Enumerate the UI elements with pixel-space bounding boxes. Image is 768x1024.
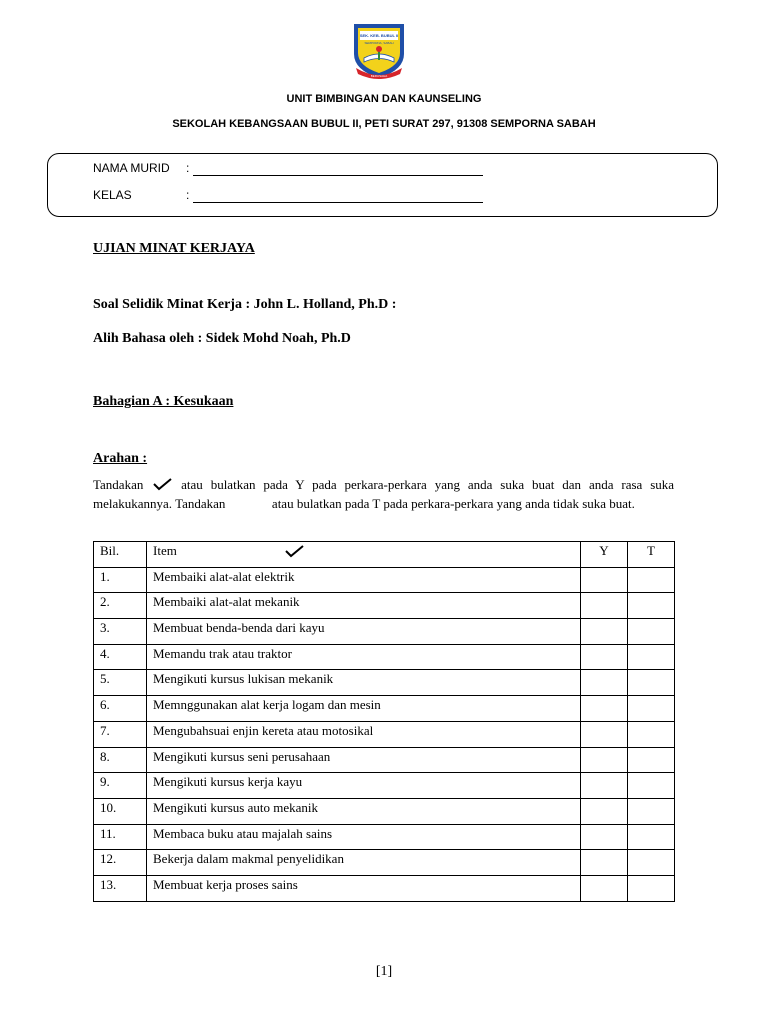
- svg-text:BERUSAHA: BERUSAHA: [370, 74, 388, 78]
- answer-t-cell[interactable]: [628, 850, 675, 876]
- answer-t-cell[interactable]: [628, 593, 675, 619]
- table-row: [94, 773, 675, 799]
- school-crest-logo: [350, 20, 408, 82]
- interest-items-table: [93, 541, 675, 902]
- table-row: [94, 567, 675, 593]
- checkmark-icon: [283, 544, 305, 558]
- row-number: 3.: [94, 619, 147, 645]
- instructions-heading: Arahan :: [93, 451, 148, 466]
- instructions-part-1: Tandakan: [93, 477, 144, 492]
- table-row: [94, 670, 675, 696]
- answer-y-cell[interactable]: [581, 747, 628, 773]
- answer-t-cell[interactable]: [628, 773, 675, 799]
- row-number: 6.: [94, 696, 147, 722]
- table-row: [94, 619, 675, 645]
- checkmark-icon: [151, 477, 173, 491]
- answer-y-cell[interactable]: [581, 773, 628, 799]
- school-address: SEKOLAH KEBANGSAAN BUBUL II, PETI SURAT 297, 91308 SEMPORNA SABAH: [172, 118, 596, 130]
- name-label: NAMA MURID: [93, 161, 170, 175]
- answer-t-cell[interactable]: [628, 747, 675, 773]
- page-title: UJIAN MINAT KERJAYA: [93, 241, 255, 256]
- svg-text:SEK. KEB. BUBUL II: SEK. KEB. BUBUL II: [359, 33, 399, 38]
- row-number: 2.: [94, 593, 147, 619]
- answer-t-cell[interactable]: [628, 670, 675, 696]
- name-field[interactable]: [193, 175, 483, 176]
- header-t: T: [628, 542, 675, 568]
- row-number: 8.: [94, 747, 147, 773]
- answer-y-cell[interactable]: [581, 696, 628, 722]
- answer-y-cell[interactable]: [581, 567, 628, 593]
- table-row: [94, 696, 675, 722]
- row-number: 9.: [94, 773, 147, 799]
- svg-text:SEMPORNA, SABAH: SEMPORNA, SABAH: [364, 41, 394, 45]
- table-row: [94, 875, 675, 901]
- answer-t-cell[interactable]: [628, 644, 675, 670]
- table-row: [94, 824, 675, 850]
- row-number: 7.: [94, 721, 147, 747]
- row-item: Membuat kerja proses sains: [147, 875, 581, 901]
- table-row: [94, 644, 675, 670]
- answer-t-cell[interactable]: [628, 721, 675, 747]
- name-colon: :: [186, 161, 190, 175]
- instructions-part-3: atau bulatkan pada T pada perkara-perkara yang anda tidak suka buat.: [271, 496, 635, 511]
- student-info-box: [47, 153, 718, 217]
- answer-t-cell[interactable]: [628, 798, 675, 824]
- table-row: [94, 747, 675, 773]
- answer-t-cell[interactable]: [628, 696, 675, 722]
- header-item-label: Item: [153, 543, 177, 558]
- class-colon: :: [186, 188, 190, 202]
- row-item: Mengikuti kursus kerja kayu: [147, 773, 581, 799]
- row-item: Membaiki alat-alat elektrik: [147, 567, 581, 593]
- row-number: 13.: [94, 875, 147, 901]
- table-header-row: [94, 542, 675, 568]
- row-item: Mengikuti kursus seni perusahaan: [147, 747, 581, 773]
- row-item: Membaiki alat-alat mekanik: [147, 593, 581, 619]
- row-item: Mengikuti kursus lukisan mekanik: [147, 670, 581, 696]
- row-item: Bekerja dalam makmal penyelidikan: [147, 850, 581, 876]
- unit-heading: UNIT BIMBINGAN DAN KAUNSELING: [286, 93, 482, 105]
- row-item: Memandu trak atau traktor: [147, 644, 581, 670]
- answer-t-cell[interactable]: [628, 567, 675, 593]
- page-number: [1]: [375, 964, 393, 979]
- table-row: [94, 850, 675, 876]
- table-body: [94, 567, 675, 901]
- header-bil: Bil.: [94, 542, 147, 568]
- row-number: 1.: [94, 567, 147, 593]
- header-y: Y: [581, 542, 628, 568]
- row-number: 12.: [94, 850, 147, 876]
- answer-y-cell[interactable]: [581, 798, 628, 824]
- row-item: Mengubahsuai enjin kereta atau motosikal: [147, 721, 581, 747]
- row-number: 11.: [94, 824, 147, 850]
- row-item: Memnggunakan alat kerja logam dan mesin: [147, 696, 581, 722]
- questionnaire-credit: Soal Selidik Minat Kerja : John L. Holland, Ph.D :: [93, 297, 397, 312]
- answer-y-cell[interactable]: [581, 670, 628, 696]
- row-number: 5.: [94, 670, 147, 696]
- table-row: [94, 721, 675, 747]
- section-heading: Bahagian A : Kesukaan: [93, 394, 234, 409]
- row-item: Membuat benda-benda dari kayu: [147, 619, 581, 645]
- answer-y-cell[interactable]: [581, 824, 628, 850]
- table-row: [94, 593, 675, 619]
- translator-credit: Alih Bahasa oleh : Sidek Mohd Noah, Ph.D: [93, 331, 351, 346]
- row-item: Membaca buku atau majalah sains: [147, 824, 581, 850]
- answer-t-cell[interactable]: [628, 875, 675, 901]
- answer-y-cell[interactable]: [581, 619, 628, 645]
- instructions-part-2: atau bulatkan pada Y pada perkara-perkara yang anda suka buat dan anda rasa suka melakukannya. Tandakan: [93, 477, 675, 511]
- answer-y-cell[interactable]: [581, 644, 628, 670]
- header-item: [147, 542, 581, 568]
- instructions-paragraph: [93, 475, 674, 513]
- class-field[interactable]: [193, 202, 483, 203]
- row-number: 4.: [94, 644, 147, 670]
- answer-y-cell[interactable]: [581, 875, 628, 901]
- answer-t-cell[interactable]: [628, 824, 675, 850]
- answer-y-cell[interactable]: [581, 593, 628, 619]
- class-label: KELAS: [93, 188, 132, 202]
- row-item: Mengikuti kursus auto mekanik: [147, 798, 581, 824]
- row-number: 10.: [94, 798, 147, 824]
- answer-y-cell[interactable]: [581, 850, 628, 876]
- table-row: [94, 798, 675, 824]
- answer-t-cell[interactable]: [628, 619, 675, 645]
- answer-y-cell[interactable]: [581, 721, 628, 747]
